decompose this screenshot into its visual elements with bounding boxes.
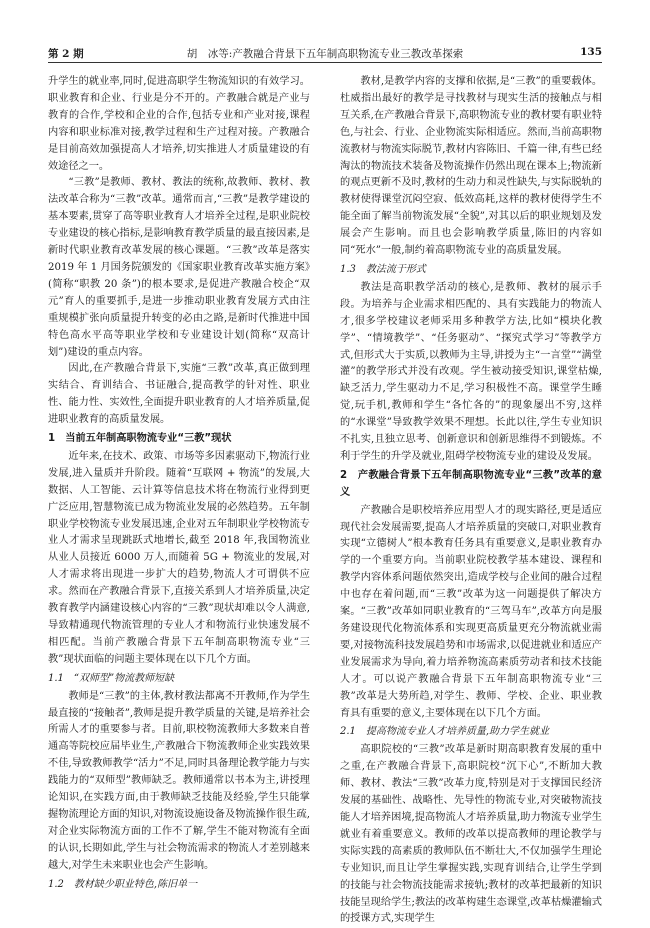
paragraph: “三教”是教师、教材、教法的统称,故教师、教材、教法改革合称为“三教”改革。通常而言,“三教”是教学建设的基本要素,贯穿了高等职业教育人才培养全过程,是职业院校专业建设的核心指标,是影响教育教学质量的最直接因素,是新时代职业教育改革发展的核心课题。“三教”改革是落实 2019 年 1 月国务院颁发的《国家职业教育改革实施方案》(简称“职教 20 条”)的根本要求,是促进产教融合校企“双元”育人的重要抓手,是进一步推动职业教育发展方式由注重规模扩张向质量提升转变的必由之路,是新时代推进中国特色高水平高等职业学校和专业建设计划(简称“双高计划”)建设的重点内容。 [48, 177, 310, 358]
paragraph: 高职院校的“三教”改革是新时期高职教育发展的重中之重,在产教融合背景下,高职院校“沉下心”,不断加大教师、教材、教法“三教”改革力度,特别是对于支撑国民经济发展的基础性、战略性、先导性的物流专业,对突破物流技能人才培养困境,提高物流人才培养质量,助力物流专业学生就业有着重要意义。教师的改革以提高教师的理论教学与实际实践的高素质的教师队伍不断壮大,不仅加强学生理论专业知识,而且让学生掌握实践,实现育训结合,让学生学到的技能与社会物流技能需求接轨;教材的改革把最新的知识技能呈现给学生;教法的改革构建生态课堂,改革枯燥灌输式的授课方式,实现学生 [340, 744, 602, 925]
subsection-heading: 1.2 教材缺少职业特色,陈旧单一 [48, 878, 198, 890]
subsection-heading: 1.1 “双师型”物流教师短缺 [48, 672, 175, 684]
page-header [48, 44, 602, 63]
paragraph: 教师是“三教”的主体,教材教法都离不开教师,作为学生最直接的“接触者”,教师是提升教学质量的关键,是培养社会所需人才的重要参与者。目前,职校物流教师大多数来自普通高等院校应届毕业生,产教融合下物流教师企业实践效果不佳,导致教师教学“活力”不足,同时具备理论教学能力与实践能力的“双师型”教师缺乏。教师通常以书本为主,讲授理论知识,在实践方面,由于教师缺乏技能及经验,学生只能掌握物流理论方面的知识,对物流设施设备及物流操作很生疏,对企业实际物流方面的工作不了解,学生不能对物流有全面的认识,长期如此,学生与社会物流需求的物流人才差别越来越大,对学生未来职业也会产生影响。 [48, 690, 310, 871]
paragraph: 产教融合是职校培养应用型人才的现实路径,更是适应现代社会发展需要,提高人才培养质量的突破口,对职业教育实现“立德树人”根本教育任务具有重要意义,是职业教育办学的一个重要方向。当前职业院校教学基本建设、课程和教学内容体系问题依然突出,造成学校与企业间的融合过程中也存在着问题,而“三教”改革为这一问题提供了解决方案。“三教”改革如同职业教育的“三驾马车”,改革方向是服务建设现代化物流体系和实现更高质量更充分物流就业需要,对接物流科技发展趋势和市场需求,以促进就业和适应产业发展需求为导向,着力培养物流高素质劳动者和技术技能人才。可以说产教融合背景下五年制高职物流专业“三教”改革是大势所趋,对学生、教师、学校、企业、职业教育具有重要的意义,主要体现在以下几个方面。 [340, 504, 602, 719]
paragraph: 教材,是教学内容的支撑和依据,是“三教”的重要载体。杜威指出最好的教学是寻找教材与现实生活的接触点与相互关系,在产教融合背景下,高职物流专业的教材要有职业特色,与社会、行业、企业物流实际相适应。然而,当前高职物流教材与物流实际脱节,教材内容陈旧、千篇一律,有些已经淘汰的物流技术装备及物流操作仍然出现在课本上;物流新的观点更新不及时,教材的生动力和灵性缺失,与实际脱轨的教材使得课堂沉闷空寂、低效高耗,这样的教材使得学生不能全面了解当前物流发展“全貌”,对其以后的职业规划及发展会产生影响。而且也会影响教学质量,陈旧的内容如同“死水”一般,制约着高职物流专业的高质量发展。 [340, 76, 602, 257]
page-number: 135 [580, 46, 602, 58]
right-column [340, 74, 602, 928]
section-heading: 1 当前五年制高职物流专业“三教”现状 [48, 433, 232, 445]
paragraph: 升学生的就业率,同时,促进高职学生物流知识的有效学习。职业教育和企业、行业是分不开的。产教融合就是产业与教育的合作,学校和企业的合作,包括专业和产业对接,课程内容和职业标准对接,教学过程和生产过程对接。产教融合是目前高效加强提高人才培养,切实推进人才质量建设的有效途径之一。 [48, 76, 310, 172]
paragraph: 因此,在产教融合背景下,实施“三教”改革,真正做到理实结合、育训结合、书证融合,提高教学的针对性、职业性、能力性、实效性,全面提升职业教育的人才培养质量,促进职业教育的高质量发展。 [48, 363, 310, 426]
subsection-heading: 1.3 教法流于形式 [340, 263, 426, 275]
subsection-heading: 2.1 提高物流专业人才培养质量,助力学生就业 [340, 726, 550, 738]
section-heading: 2 产教融合背景下五年制高职物流专业“三教”改革的意义 [340, 469, 602, 498]
issue-number: 第 2 期 [48, 48, 84, 60]
paragraph: 近年来,在技术、政策、市场等多因素驱动下,物流行业发展,进入量质并升阶段。随着“互联网 + 物流”的发展,大数据、人工智能、云计算等信息技术将在物流行业得到更广泛应用,智慧物流已成为物流业发展的必然趋势。五年制职业学校物流专业发展迅速,企业对五年制职业学校物流专业人才需求呈现跳跃式地增长,截至 2018 年,我国物流业从业人员接近 6000 万人,而随着 5G + 物流业的发展,对人才需求将出现进一步扩大的趋势,物流人才可谓供不应求。然而在产教融合背景下,直接关系到人才培养质量,决定教育教学内涵建设核心内容的“三教”现状却难以令人满意,导致精通现代物流管理的专业人才和物流行业快速发展不相匹配。当前产教融合背景下五年制高职物流专业“三教”现状面临的问题主要体现在以下几个方面。 [48, 450, 310, 665]
paragraph: 教法是高职教学活动的核心,是教师、教材的展示手段。为培养与企业需求相匹配的、具有实践能力的物流人才,很多学校建议老师采用多种教学方法,比如“模块化教学”、“情境教学”、“任务驱动”、“探究式学习”等教学方式,但形式大于实质,以教师为主导,讲授为主“一言堂”“满堂灌”的教学形式并没有改观。学生被动接受知识,课堂枯燥,缺乏活力,学生驱动力不足,学习积极性不高。课堂学生睡觉,玩手机,教师和学生“各忙各的”的现象屡出不穷,这样的“水课堂”导致教学效果不理想。长此以往,学生专业知识不扎实,且独立思考、创新意识和创新思维得不到锻炼。不利于学生的升学及就业,阻碍学校物流专业的建设及发展。 [340, 281, 602, 462]
left-column [48, 74, 310, 895]
running-title: 胡 冰等:产教融合背景下五年制高职物流专业三教改革探索 [186, 48, 464, 60]
